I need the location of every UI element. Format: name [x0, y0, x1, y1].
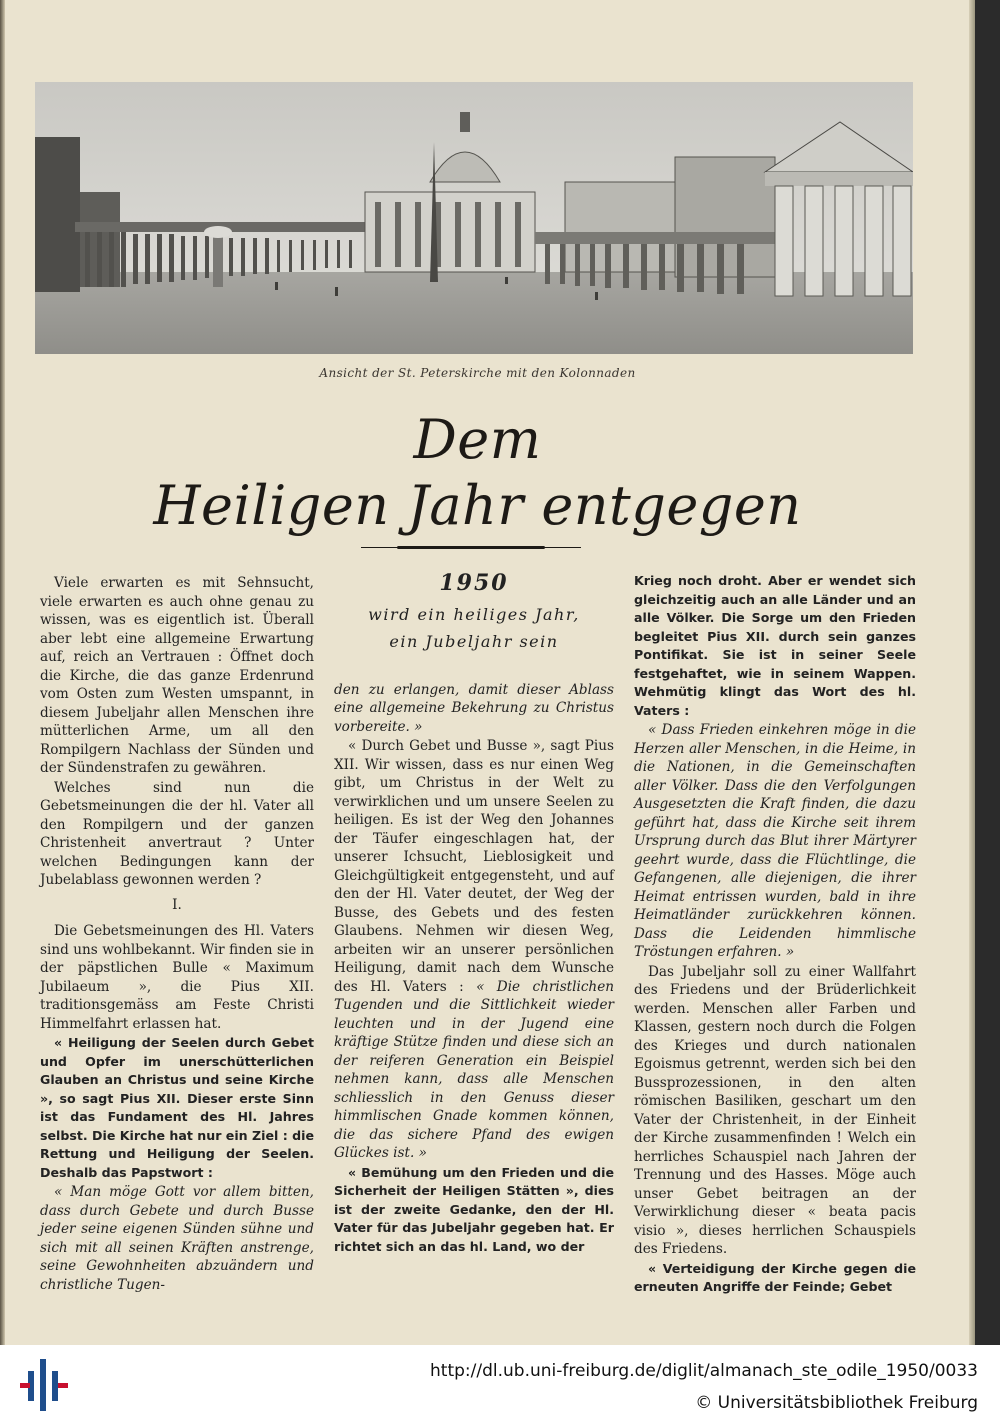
photo-caption: Ansicht der St. Peterskirche mit den Kolonnaden: [319, 366, 636, 380]
paragraph-quote: « Die christlichen Tugenden und die Sittlichkeit wieder leuchten und in der Jugend eine kräftige Stütze finden und diese sich an der reiferen Generation ein Beispiel nehmen kann, dass alle Menschen schliesslich in den Genuss dieser himmlischen Gnade kommen können, die das sichere Pfand des ewigen Glückes ist. »: [334, 978, 614, 1161]
paragraph-bold: « Bemühung um den Frieden und die Sicherheit der Heiligen Stätten », dies ist der zweite Gedanke, den der Hl. Vater für das Jubeljahr gegeben hat. Er richtet sich an das hl. Land, wo der: [334, 1164, 614, 1254]
subtitle: [334, 601, 614, 655]
section-heading: I.: [172, 896, 182, 913]
paragraph-bold: « Heiligung der Seelen durch Gebet und Opfer im unerschütterlichen Glauben an Christus und seine Kirche », so sagt Pius XII. Dieser erste Sinn ist das Fundament des Hl. Jahres selbst. Die Kirche hat nur ein Ziel : die Rettung und Heiligung der Seelen. Deshalb das Papstwort :: [40, 1035, 314, 1180]
page-right-edge: [969, 0, 975, 1345]
paragraph-quote: « Man möge Gott vor allem bitten, dass durch Gebete und durch Busse jeder seine eigenen Sünden sühne und sich mit all seinen Kräften anstrenge, seine Gewohnheiten abzuändern und christliche Tugen-: [40, 1184, 314, 1293]
copyright-notice: © Universitätsbibliothek Freiburg: [695, 1393, 978, 1413]
text-column-middle: [334, 570, 614, 1257]
subtitle-line1: wird ein heiliges Jahr,: [368, 604, 580, 624]
paragraph: Welches sind nun die Gebetsmeinungen die der hl. Vater all den Rompilgern und der ganzen Christenheit anvertraut ? Unter welchen Bedingungen kann der Jubelablass gewonnen werden ?: [40, 779, 314, 888]
st-peters-square-photo-icon: [35, 82, 913, 354]
article-title-line1: Dem: [413, 408, 542, 471]
title-divider: [397, 546, 545, 549]
viewer-footer: [0, 1345, 1000, 1424]
paragraph: Das Jubeljahr soll zu einer Wallfahrt des Friedens und der Brüderlichkeit werden. Menschen aller Farben und Klassen, gestern noch durch die Folgen des Krieges und durch nationalen Egoismus getrennt, werden sich bei den Bussprozessionen, in den alten römischen Basiliken, geschart um den Vater der Christenheit, in der Einheit der Kirche zusammenfinden ! Welch ein herrliches Schauspiel nach Jahren der Trennung und des Hasses. Möge auch unser Gebet beitragen an der Verwirklichung dieser « beata pacis visio », dieses herrlichen Schauspiels des Friedens.: [634, 963, 916, 1257]
permalink-url[interactable]: http://dl.ub.uni-freiburg.de/diglit/almanach_ste_odile_1950/0033: [430, 1361, 978, 1381]
year-heading: 1950: [439, 570, 509, 596]
paragraph: [334, 737, 614, 1163]
paragraph-bold: « Verteidigung der Kirche gegen die erneuten Angriffe der Feinde; Gebet: [634, 1260, 916, 1294]
subtitle-line2: ein Jubeljahr sein: [389, 631, 559, 651]
text-column-left: [40, 574, 314, 1295]
university-library-logo-icon: [20, 1359, 68, 1411]
st-peters-square-photo: [35, 82, 913, 354]
paragraph-quote: den zu erlangen, damit dieser Ablass eine allgemeine Bekehrung zu Christus vorbereite. »: [334, 681, 614, 735]
page-binding-edge: [0, 0, 5, 1345]
article-title-line2: Heiligen Jahr entgegen: [153, 474, 802, 537]
paragraph-text: « Durch Gebet und Busse », sagt Pius XII. Wir wissen, dass es nur einen Weg gibt, um Christus in der Welt zu verwirklichen und um unsere Seelen zu heiligen. Es ist der Weg den Johannes der Täufer eingeschlagen hat, der unserer Ichsucht, Lieblosigkeit und Gleichgültigkeit entgegensteht, und auf den der Hl. Vater deutet, der Weg der Busse, des Gebets und des festen Glaubens. Nehmen wir diesen Weg, arbeiten wir an unserer persönlichen Heiligung, damit nach dem Wunsche des Hl. Vaters :: [334, 738, 614, 995]
paragraph-bold: Krieg noch droht. Aber er wendet sich gleichzeitig auch an alle Länder und an alle Völker. Die Sorge um den Frieden begleitet Pius XII. durch sein ganzes Pontifikat. Sie ist in seiner Seele festgehaftet, wie in seinem Wappen. Wehmütig klingt das Wort des hl. Vaters :: [634, 573, 916, 718]
paragraph: Die Gebetsmeinungen des Hl. Vaters sind uns wohlbekannt. Wir finden sie in der päpstlichen Bulle « Maximum Jubilaeum », die Pius XII. traditionsgemäss am Feste Christi Himmelfahrt erlassen hat.: [40, 923, 314, 1032]
paragraph: Viele erwarten es mit Sehnsucht, viele erwarten es auch ohne genau zu wissen, was es eigentlich ist. Überall aber lebt eine allgemeine Erwartung auf, reich an Vertrauen : Öffnet doch die Kirche, die das ganze Erdenrund vom Osten zum Westen umspannt, in diesem Jubeljahr allen Menschen ihre mütterlichen Arme, um all den Rompilgern Nachlass der Sünden und der Sündenstrafen zu gewähren.: [40, 575, 314, 776]
paragraph-quote: « Dass Frieden einkehren möge in die Herzen aller Menschen, in die Heime, in die Nationen, in die Gemeinschaften aller Völker. Dass die den Verfolgungen Ausgesetzten die Kraft finden, die dazu geführt hat, dass die Kirche seit ihrem Ursprung durch das Blut ihrer Märtyrer geehrt wurde, dass die Flüchtlinge, die Gefangenen, alle diejenigen, die ihrer Heimat entrissen wurden, bald in ihre Heimatländer zurückkehren können. Dass die Leidenden himmlische Tröstungen erfahren. »: [634, 722, 916, 960]
text-column-right: [634, 572, 916, 1298]
